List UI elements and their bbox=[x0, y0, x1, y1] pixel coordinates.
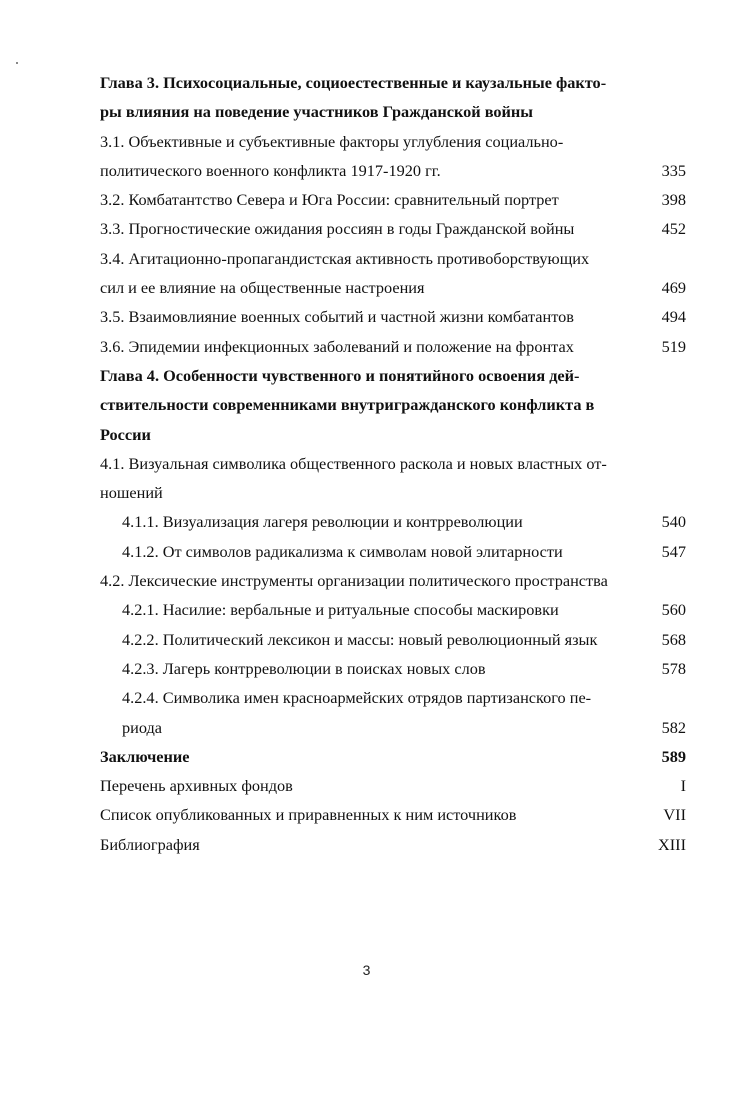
toc-entry-text: 4.1.1. Визуализация лагеря революции и контрреволюции bbox=[122, 512, 523, 532]
toc-page-number: 519 bbox=[661, 336, 686, 356]
toc-entry-text: сил и ее влияние на общественные настроения bbox=[100, 278, 425, 298]
toc-page-number: 540 bbox=[661, 512, 686, 532]
toc-entry-text: России bbox=[100, 424, 151, 444]
toc-entry-text: 3.2. Комбатантство Севера и Юга России: сравнительный портрет bbox=[100, 190, 559, 210]
toc-entry-text: 3.1. Объективные и субъективные факторы углубления социально- bbox=[100, 131, 564, 151]
toc-line bbox=[100, 302, 686, 331]
toc-page-number: 494 bbox=[661, 307, 686, 327]
toc-page-number: 398 bbox=[661, 190, 686, 210]
toc-page-number: 452 bbox=[661, 219, 686, 239]
toc-entry-text: 4.1.2. От символов радикализма к символам новой элитарности bbox=[122, 541, 563, 561]
page-number: 3 bbox=[362, 962, 371, 978]
toc-line bbox=[100, 97, 686, 126]
toc-line bbox=[100, 361, 686, 390]
toc-page-number: 578 bbox=[661, 658, 686, 678]
toc-line bbox=[100, 449, 686, 478]
toc-entry-text: 4.1. Визуальная символика общественного раскола и новых властных от- bbox=[100, 453, 607, 473]
toc-entry-text: 3.4. Агитационно-пропагандистская активность противоборствующих bbox=[100, 248, 590, 268]
toc-entry-text: риода bbox=[122, 717, 163, 737]
toc-line bbox=[100, 507, 686, 536]
toc-page-number: XIII bbox=[657, 834, 686, 854]
toc-line bbox=[100, 68, 686, 97]
toc-page-number: 335 bbox=[661, 160, 686, 180]
toc-line bbox=[100, 156, 686, 185]
toc-line bbox=[100, 800, 686, 829]
toc-page-number: 582 bbox=[661, 717, 686, 737]
toc-entry-text: Глава 4. Особенности чувственного и понятийного освоения дей- bbox=[100, 365, 580, 385]
toc-line bbox=[100, 244, 686, 273]
toc-line bbox=[100, 742, 686, 771]
toc-line bbox=[100, 214, 686, 243]
toc-entry-text: Глава 3. Психосоциальные, социоестественные и каузальные факто- bbox=[100, 73, 607, 92]
toc-line bbox=[100, 595, 686, 624]
table-of-contents bbox=[100, 68, 686, 859]
toc-entry-text: ствительности современниками внутригражданского конфликта в bbox=[100, 395, 595, 415]
toc-line bbox=[100, 332, 686, 361]
toc-entry-text: Заключение bbox=[100, 746, 190, 766]
toc-page-number: VII bbox=[663, 805, 686, 825]
toc-entry-text: 4.2.3. Лагерь контрреволюции в поисках новых слов bbox=[122, 658, 486, 678]
toc-page-number: 560 bbox=[661, 600, 686, 620]
toc-page-number: 568 bbox=[661, 629, 686, 649]
toc-page-number: 547 bbox=[661, 541, 686, 561]
toc-page-number: I bbox=[680, 776, 686, 796]
toc-line bbox=[100, 127, 686, 156]
toc-line bbox=[100, 273, 686, 302]
toc-entry-text: 4.2. Лексические инструменты организации политического пространства bbox=[100, 571, 608, 591]
toc-line bbox=[100, 625, 686, 654]
toc-line bbox=[100, 420, 686, 449]
toc-entry-text: 4.2.1. Насилие: вербальные и ритуальные способы маскировки bbox=[122, 600, 559, 620]
toc-line bbox=[100, 478, 686, 507]
toc-entry-text: 4.2.2. Политический лексикон и массы: новый революционный язык bbox=[122, 629, 598, 649]
toc-line bbox=[100, 830, 686, 859]
toc-line bbox=[100, 390, 686, 419]
toc-line bbox=[100, 566, 686, 595]
toc-entry-text: политического военного конфликта 1917-1920 гг. bbox=[100, 160, 441, 180]
toc-entry-text: ры влияния на поведение участников Гражданской войны bbox=[100, 102, 533, 122]
toc-line bbox=[100, 683, 686, 712]
toc-entry-text: ношений bbox=[100, 483, 163, 503]
toc-page-number: 469 bbox=[661, 278, 686, 298]
toc-line bbox=[100, 654, 686, 683]
toc-entry-text: 4.2.4. Символика имен красноармейских отрядов партизанского пе- bbox=[122, 688, 592, 708]
toc-entry-text: 3.5. Взаимовлияние военных событий и частной жизни комбатантов bbox=[100, 307, 574, 327]
scan-speck bbox=[16, 62, 18, 64]
toc-line bbox=[100, 185, 686, 214]
toc-line bbox=[100, 771, 686, 800]
toc-entry-text: Библиография bbox=[100, 834, 200, 854]
toc-entry-text: 3.6. Эпидемии инфекционных заболеваний и положение на фронтах bbox=[100, 336, 574, 356]
toc-entry-text: Перечень архивных фондов bbox=[100, 776, 293, 796]
toc-page-number: 589 bbox=[661, 746, 686, 766]
toc-entry-text: 3.3. Прогностические ожидания россиян в годы Гражданской войны bbox=[100, 219, 575, 239]
toc-line bbox=[100, 713, 686, 742]
toc-line bbox=[100, 537, 686, 566]
toc-entry-text: Список опубликованных и приравненных к ним источников bbox=[100, 805, 517, 825]
